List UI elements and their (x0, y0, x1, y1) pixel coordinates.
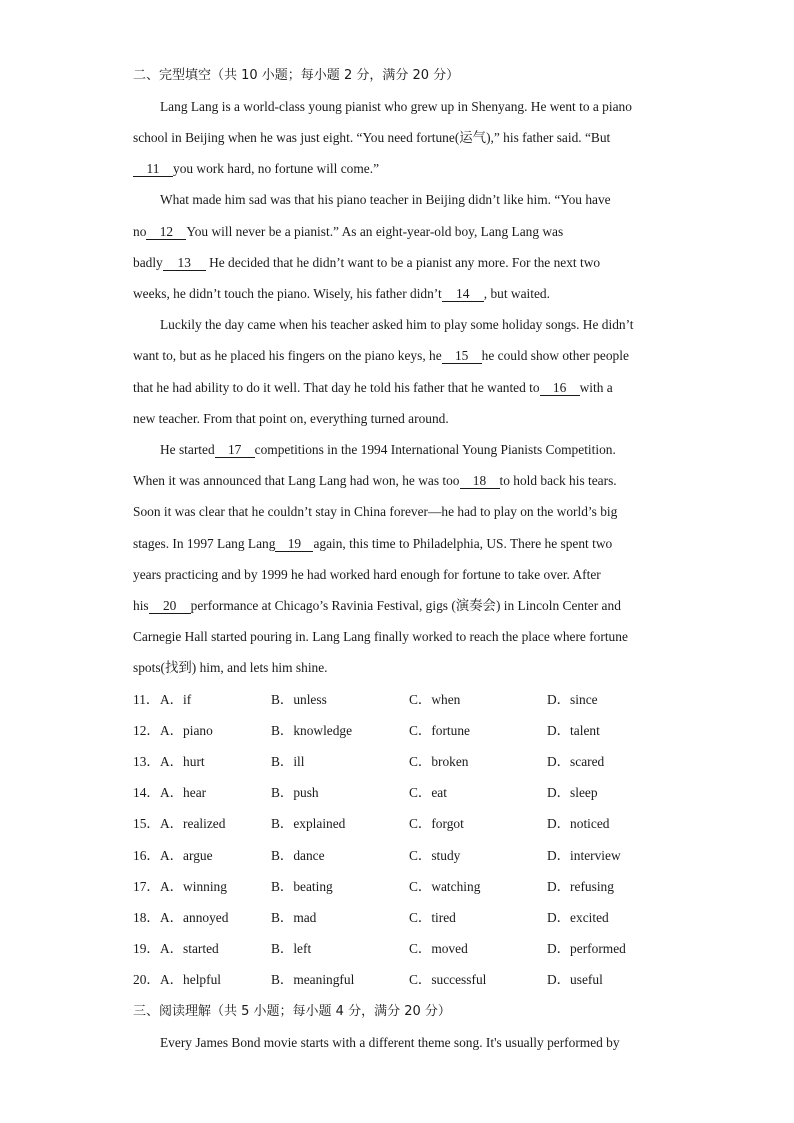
option-c[interactable]: C．fortune (409, 723, 470, 738)
passage-text: When it was announced that Lang Lang had won, he was too (133, 473, 460, 488)
option-a[interactable]: A．winning (160, 879, 227, 894)
passage-line (133, 472, 617, 490)
option-a[interactable]: A．if (160, 692, 192, 707)
option-b[interactable]: B．beating (271, 879, 333, 894)
option-d[interactable]: D．noticed (547, 816, 610, 831)
question-number: 20． (133, 972, 160, 987)
passage-text: You will never be a pianist.” As an eight-year-old boy, Lang Lang was (186, 224, 564, 239)
option-b[interactable]: B．dance (271, 848, 325, 863)
option-b[interactable]: B．knowledge (271, 723, 353, 738)
option-c[interactable]: C．watching (409, 879, 481, 894)
option-d[interactable]: D．since (547, 692, 598, 707)
passage-line (133, 285, 550, 303)
question-row (133, 753, 693, 771)
passage-line: Soon it was clear that he couldn’t stay in China forever—he had to play on the world’s big (133, 504, 618, 519)
option-c[interactable]: C．forgot (409, 816, 464, 831)
option-c[interactable]: C．successful (409, 972, 487, 987)
option-c[interactable]: C．moved (409, 941, 468, 956)
blank-18[interactable]: 18 (460, 473, 500, 489)
option-c[interactable]: C．when (409, 692, 461, 707)
question-number: 11． (133, 692, 160, 707)
option-c[interactable]: C．eat (409, 785, 447, 800)
passage-text: He decided that he didn’t want to be a pianist any more. For the next two (205, 255, 601, 270)
blank-16[interactable]: 16 (540, 380, 580, 396)
passage-text: that he had ability to do it well. That day he told his father that he wanted to (133, 380, 540, 395)
blank-11[interactable]: 11 (133, 161, 173, 177)
question-number: 16． (133, 848, 160, 863)
question-row (133, 784, 693, 802)
blank-12[interactable]: 12 (146, 224, 186, 240)
option-d[interactable]: D．excited (547, 910, 609, 925)
option-d[interactable]: D．sleep (547, 785, 598, 800)
blank-20[interactable]: 20 (149, 598, 191, 614)
passage-line (133, 379, 613, 397)
passage-line (133, 254, 600, 272)
option-d[interactable]: D．scared (547, 754, 605, 769)
option-b[interactable]: B．ill (271, 754, 305, 769)
question-number: 19． (133, 941, 160, 956)
option-c[interactable]: C．study (409, 848, 461, 863)
option-b[interactable]: B．mad (271, 910, 317, 925)
option-a[interactable]: A．helpful (160, 972, 221, 987)
option-a[interactable]: A．argue (160, 848, 213, 863)
option-d[interactable]: D．talent (547, 723, 600, 738)
passage-text: you work hard, no fortune will come.” (173, 161, 380, 176)
passage-line (160, 441, 616, 459)
option-d[interactable]: D．useful (547, 972, 603, 987)
passage-line: years practicing and by 1999 he had worked hard enough for fortune to take over. After (133, 567, 601, 582)
passage-text: with a (579, 380, 613, 395)
option-c[interactable]: C．tired (409, 910, 456, 925)
passage-text: to hold back his tears. (499, 473, 617, 488)
passage-text: badly (133, 255, 163, 270)
passage-line: Lang Lang is a world-class young pianist who grew up in Shenyang. He went to a piano (160, 99, 632, 114)
passage-line (133, 597, 621, 615)
blank-19[interactable]: 19 (275, 536, 313, 552)
passage-text: performance at Chicago’s Ravinia Festival, gigs (演奏会) in Lincoln Center and (190, 598, 621, 613)
passage-text: again, this time to Philadelphia, US. There he spent two (313, 536, 613, 551)
passage-line: school in Beijing when he was just eight. “You need fortune(运气),” his father said. “But (133, 130, 611, 145)
option-d[interactable]: D．refusing (547, 879, 614, 894)
option-b[interactable]: B．unless (271, 692, 327, 707)
passage-text: no (133, 224, 147, 239)
passage-text: weeks, he didn’t touch the piano. Wisely, his father didn’t (133, 286, 442, 301)
question-row (133, 878, 693, 896)
option-b[interactable]: B．meaningful (271, 972, 355, 987)
passage-text: his (133, 598, 149, 613)
option-a[interactable]: A．annoyed (160, 910, 229, 925)
question-row (133, 847, 693, 865)
option-b[interactable]: B．left (271, 941, 312, 956)
option-d[interactable]: D．performed (547, 941, 626, 956)
question-row (133, 815, 693, 833)
passage-line: Every James Bond movie starts with a different theme song. It's usually performed by (160, 1035, 620, 1050)
blank-17[interactable]: 17 (215, 442, 255, 458)
option-b[interactable]: B．explained (271, 816, 346, 831)
question-row (133, 940, 693, 958)
question-number: 15． (133, 816, 160, 831)
section3-heading: 三、阅读理解（共 5 小题；每小题 4 分，满分 20 分） (133, 1004, 451, 1019)
question-row (133, 909, 693, 927)
question-number: 14． (133, 785, 160, 800)
option-d[interactable]: D．interview (547, 848, 621, 863)
question-number: 18． (133, 910, 160, 925)
question-number: 13． (133, 754, 160, 769)
section2-heading: 二、完型填空（共 10 小题；每小题 2 分，满分 20 分） (133, 68, 460, 83)
passage-line: new teacher. From that point on, everything turned around. (133, 411, 449, 426)
question-number: 12． (133, 723, 160, 738)
passage-text: , but waited. (483, 286, 550, 301)
passage-text: competitions in the 1994 International Young Pianists Competition. (254, 442, 616, 457)
question-number: 17． (133, 879, 160, 894)
option-a[interactable]: A．hurt (160, 754, 205, 769)
passage-text: want to, but as he placed his fingers on the piano keys, he (133, 348, 442, 363)
passage-line: What made him sad was that his piano teacher in Beijing didn’t like him. “You have (160, 192, 611, 207)
option-a[interactable]: A．hear (160, 785, 207, 800)
blank-14[interactable]: 14 (442, 286, 484, 302)
question-row (133, 971, 693, 989)
option-b[interactable]: B．push (271, 785, 319, 800)
passage-line: spots(找到) him, and lets him shine. (133, 660, 328, 675)
question-row (133, 691, 693, 709)
passage-line: Luckily the day came when his teacher asked him to play some holiday songs. He didn’t (160, 317, 634, 332)
passage-line (133, 160, 379, 178)
option-a[interactable]: A．piano (160, 723, 213, 738)
passage-line (133, 347, 629, 365)
option-c[interactable]: C．broken (409, 754, 469, 769)
question-row (133, 722, 693, 740)
blank-13[interactable]: 13 (163, 255, 206, 271)
passage-text: he could show other people (481, 348, 629, 363)
passage-line (133, 535, 612, 553)
option-a[interactable]: A．started (160, 941, 219, 956)
option-a[interactable]: A．realized (160, 816, 226, 831)
blank-15[interactable]: 15 (442, 348, 482, 364)
passage-line (133, 223, 563, 241)
passage-line: Carnegie Hall started pouring in. Lang Lang finally worked to reach the place where fortune (133, 629, 628, 644)
passage-text: stages. In 1997 Lang Lang (133, 536, 276, 551)
passage-text: He started (160, 442, 215, 457)
